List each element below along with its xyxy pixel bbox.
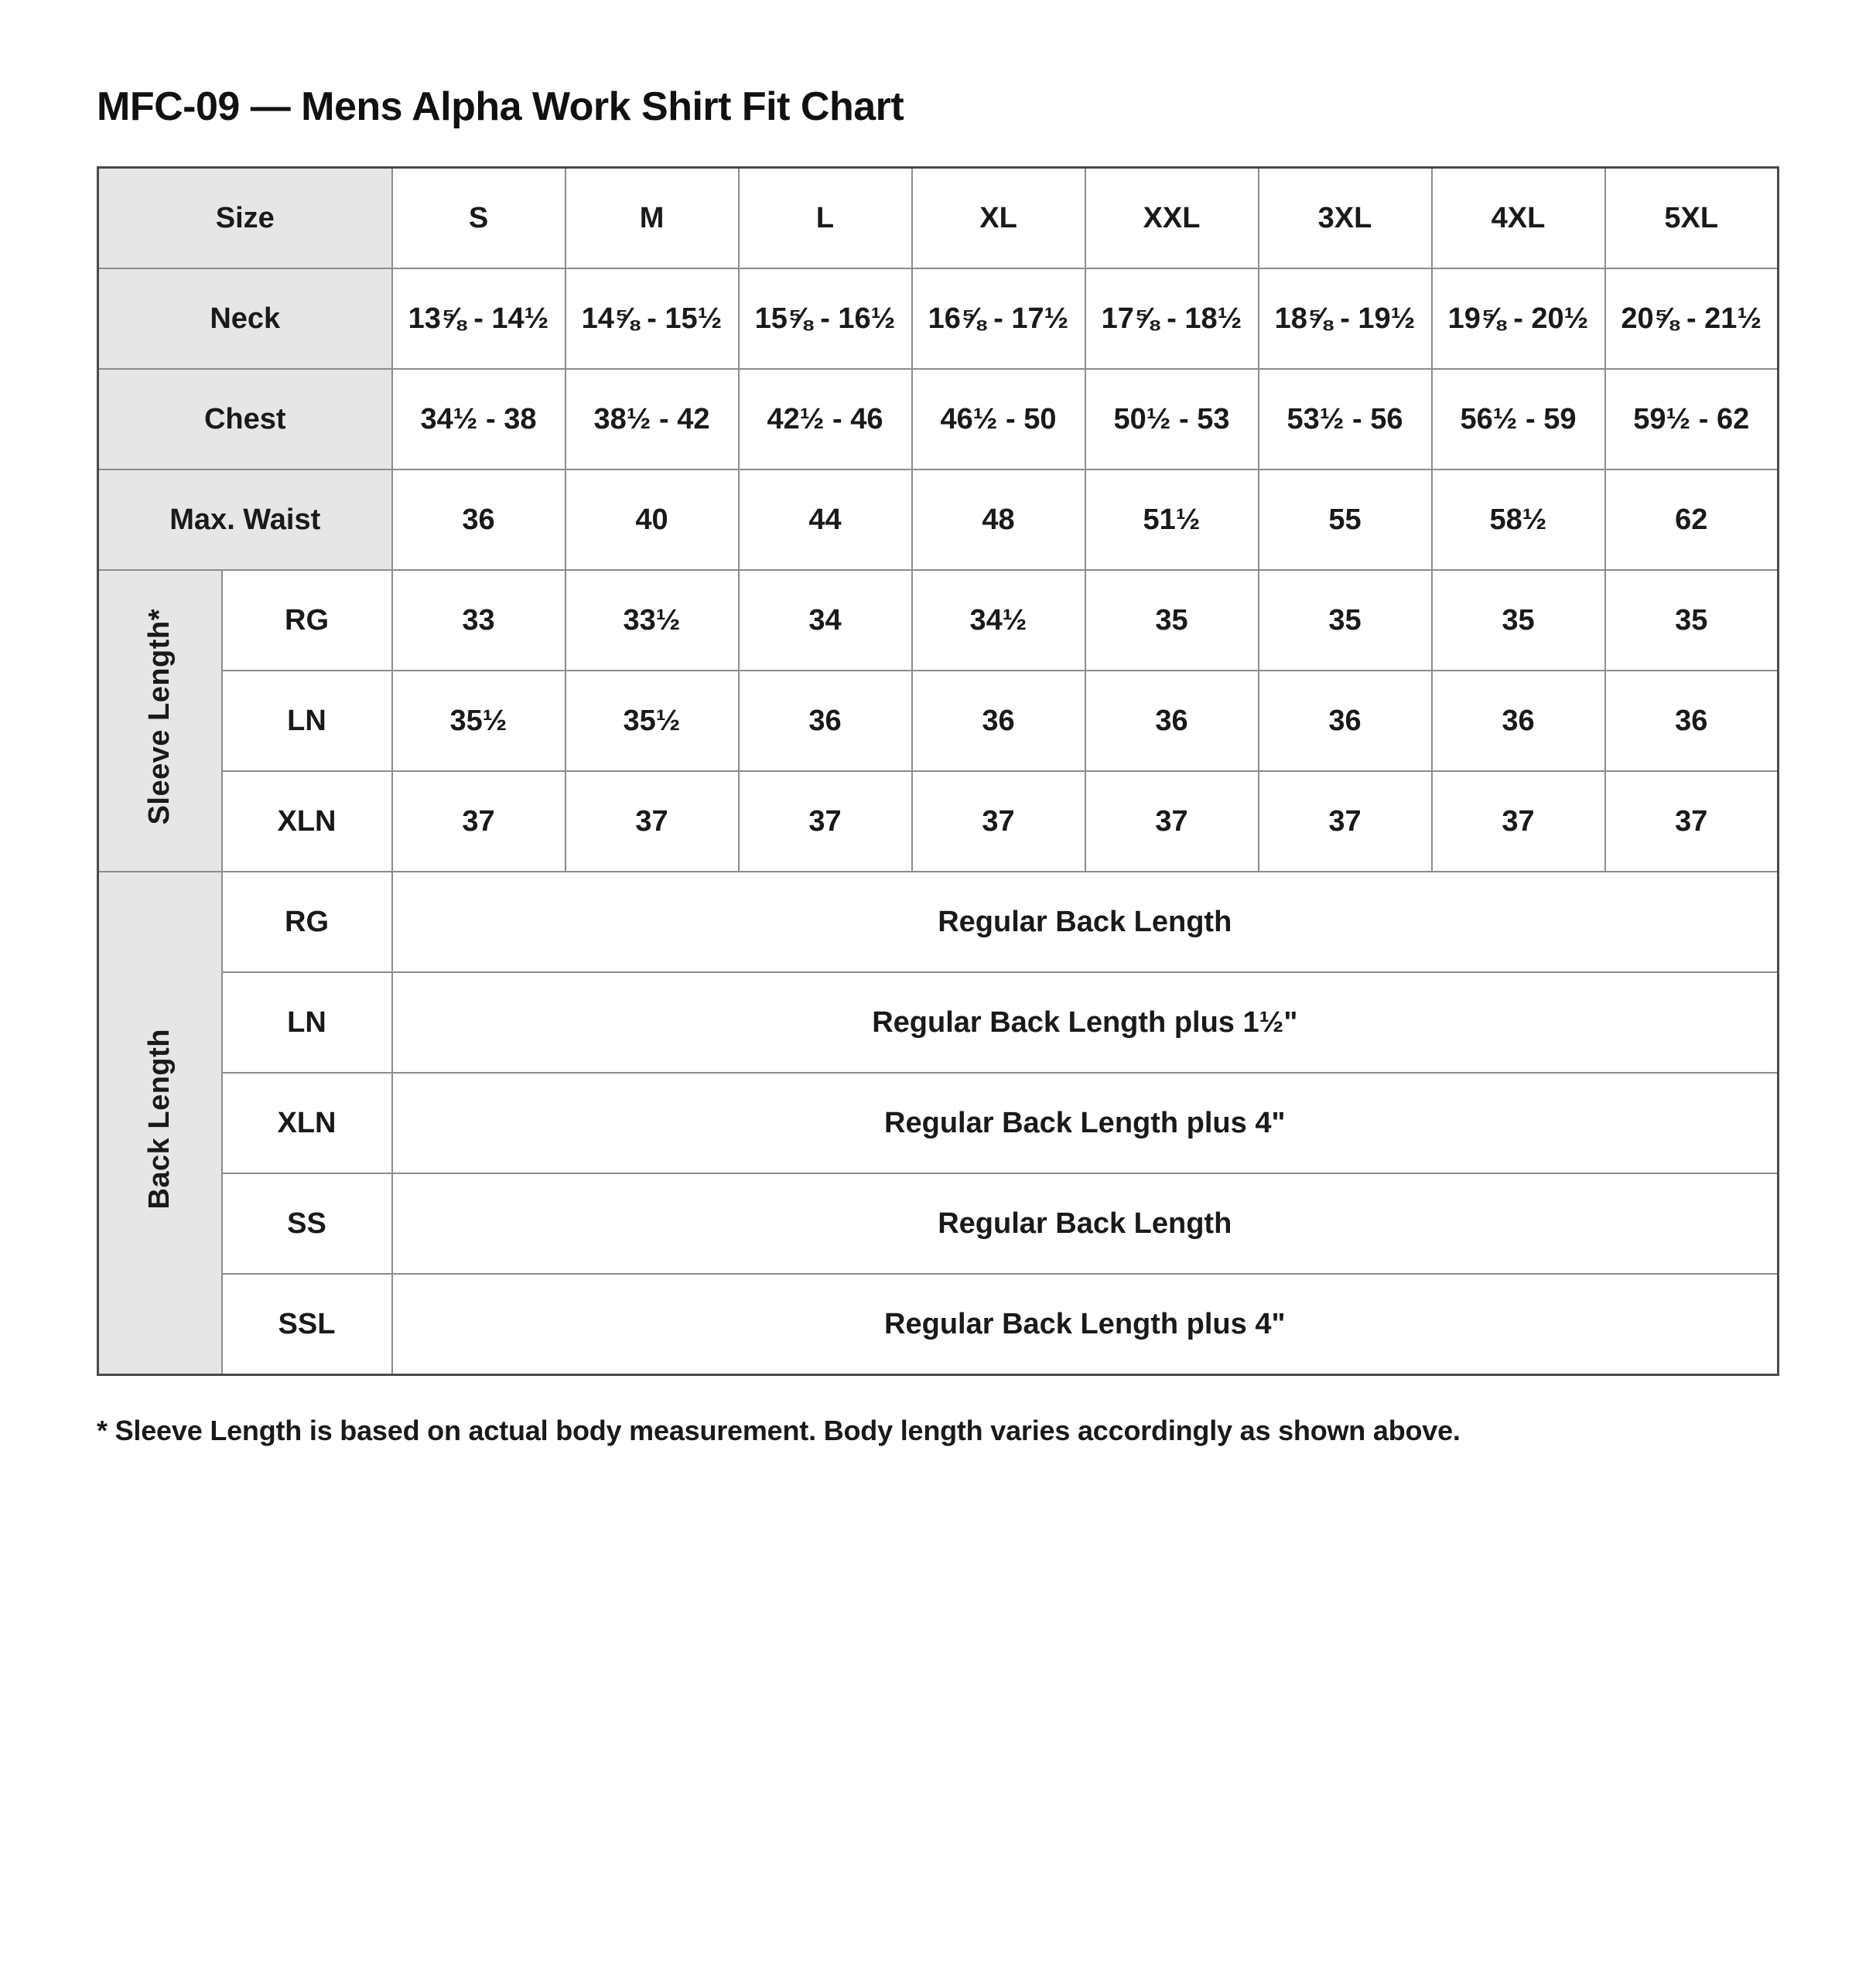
page-title: MFC-09 — Mens Alpha Work Shirt Fit Chart	[97, 84, 904, 129]
sleeve-ln-xl: 36	[912, 671, 1085, 771]
row-label-back-rg: RG	[222, 872, 392, 972]
table-row-back-xln	[98, 1073, 1779, 1173]
back-rg-note: Regular Back Length	[392, 872, 1779, 972]
sleeve-ln-3xl: 36	[1259, 671, 1432, 771]
sleeve-rg-5xl: 35	[1605, 570, 1779, 671]
chest-4xl: 56½ - 59	[1432, 369, 1605, 469]
sleeve-rg-m: 33½	[566, 570, 739, 671]
footnote: * Sleeve Length is based on actual body measurement. Body length varies accordingly as shown above.	[97, 1415, 1461, 1447]
sleeve-xln-xxl: 37	[1085, 771, 1259, 872]
max-waist-xxl: 51½	[1085, 469, 1259, 570]
size-header-xxl: XXL	[1085, 168, 1259, 269]
neck-xxl: 17⅝ - 18½	[1085, 268, 1259, 369]
sleeve-xln-5xl: 37	[1605, 771, 1779, 872]
size-header-5xl: 5XL	[1605, 168, 1779, 269]
neck-5xl: 20⅝ - 21½	[1605, 268, 1779, 369]
row-label-chest: Chest	[98, 369, 392, 469]
size-header-4xl: 4XL	[1432, 168, 1605, 269]
table-row-sleeve-rg	[98, 570, 1779, 671]
sleeve-ln-5xl: 36	[1605, 671, 1779, 771]
chest-5xl: 59½ - 62	[1605, 369, 1779, 469]
table-row-neck	[98, 268, 1779, 369]
sleeve-xln-xl: 37	[912, 771, 1085, 872]
sleeve-xln-4xl: 37	[1432, 771, 1605, 872]
max-waist-4xl: 58½	[1432, 469, 1605, 570]
sleeve-xln-l: 37	[739, 771, 912, 872]
max-waist-xl: 48	[912, 469, 1085, 570]
group-label-back-length-text: Back Length	[143, 1029, 176, 1210]
sleeve-xln-3xl: 37	[1259, 771, 1432, 872]
row-label-back-ss: SS	[222, 1173, 392, 1274]
chest-s: 34½ - 38	[392, 369, 566, 469]
fit-chart-table	[97, 166, 1779, 1376]
table-row-sleeve-ln	[98, 671, 1779, 771]
table-row-size-header	[98, 168, 1779, 269]
sleeve-ln-xxl: 36	[1085, 671, 1259, 771]
sleeve-rg-4xl: 35	[1432, 570, 1605, 671]
neck-l: 15⅝ - 16½	[739, 268, 912, 369]
table-row-sleeve-xln	[98, 771, 1779, 872]
size-header-label: Size	[98, 168, 392, 269]
row-label-back-ssl: SSL	[222, 1274, 392, 1375]
sleeve-xln-s: 37	[392, 771, 566, 872]
neck-4xl: 19⅝ - 20½	[1432, 268, 1605, 369]
neck-3xl: 18⅝ - 19½	[1259, 268, 1432, 369]
sleeve-xln-m: 37	[566, 771, 739, 872]
neck-xl: 16⅝ - 17½	[912, 268, 1085, 369]
size-header-s: S	[392, 168, 566, 269]
size-header-m: M	[566, 168, 739, 269]
table-row-back-ssl	[98, 1274, 1779, 1375]
row-label-neck: Neck	[98, 268, 392, 369]
chest-xl: 46½ - 50	[912, 369, 1085, 469]
chest-m: 38½ - 42	[566, 369, 739, 469]
table-row-back-rg	[98, 872, 1779, 972]
max-waist-m: 40	[566, 469, 739, 570]
chest-l: 42½ - 46	[739, 369, 912, 469]
sleeve-rg-3xl: 35	[1259, 570, 1432, 671]
table-row-back-ln	[98, 972, 1779, 1073]
row-label-sleeve-xln: XLN	[222, 771, 392, 872]
max-waist-3xl: 55	[1259, 469, 1432, 570]
row-label-back-xln: XLN	[222, 1073, 392, 1173]
group-label-sleeve-length-text: Sleeve Length*	[143, 609, 176, 825]
back-xln-note: Regular Back Length plus 4"	[392, 1073, 1779, 1173]
neck-m: 14⅝ - 15½	[566, 268, 739, 369]
back-ssl-note: Regular Back Length plus 4"	[392, 1274, 1779, 1375]
group-label-sleeve-length	[98, 570, 222, 872]
row-label-back-ln: LN	[222, 972, 392, 1073]
chest-3xl: 53½ - 56	[1259, 369, 1432, 469]
chest-xxl: 50½ - 53	[1085, 369, 1259, 469]
size-header-xl: XL	[912, 168, 1085, 269]
sleeve-ln-s: 35½	[392, 671, 566, 771]
table-row-back-ss	[98, 1173, 1779, 1274]
sleeve-ln-l: 36	[739, 671, 912, 771]
size-header-3xl: 3XL	[1259, 168, 1432, 269]
sleeve-rg-s: 33	[392, 570, 566, 671]
sleeve-ln-4xl: 36	[1432, 671, 1605, 771]
row-label-max-waist: Max. Waist	[98, 469, 392, 570]
sleeve-ln-m: 35½	[566, 671, 739, 771]
neck-s: 13⅝ - 14½	[392, 268, 566, 369]
back-ss-note: Regular Back Length	[392, 1173, 1779, 1274]
row-label-sleeve-rg: RG	[222, 570, 392, 671]
max-waist-l: 44	[739, 469, 912, 570]
row-label-sleeve-ln: LN	[222, 671, 392, 771]
size-header-l: L	[739, 168, 912, 269]
sleeve-rg-l: 34	[739, 570, 912, 671]
sleeve-rg-xxl: 35	[1085, 570, 1259, 671]
group-label-back-length	[98, 872, 222, 1375]
sleeve-rg-xl: 34½	[912, 570, 1085, 671]
max-waist-s: 36	[392, 469, 566, 570]
table-row-chest	[98, 369, 1779, 469]
table-row-max-waist	[98, 469, 1779, 570]
max-waist-5xl: 62	[1605, 469, 1779, 570]
back-ln-note: Regular Back Length plus 1½"	[392, 972, 1779, 1073]
